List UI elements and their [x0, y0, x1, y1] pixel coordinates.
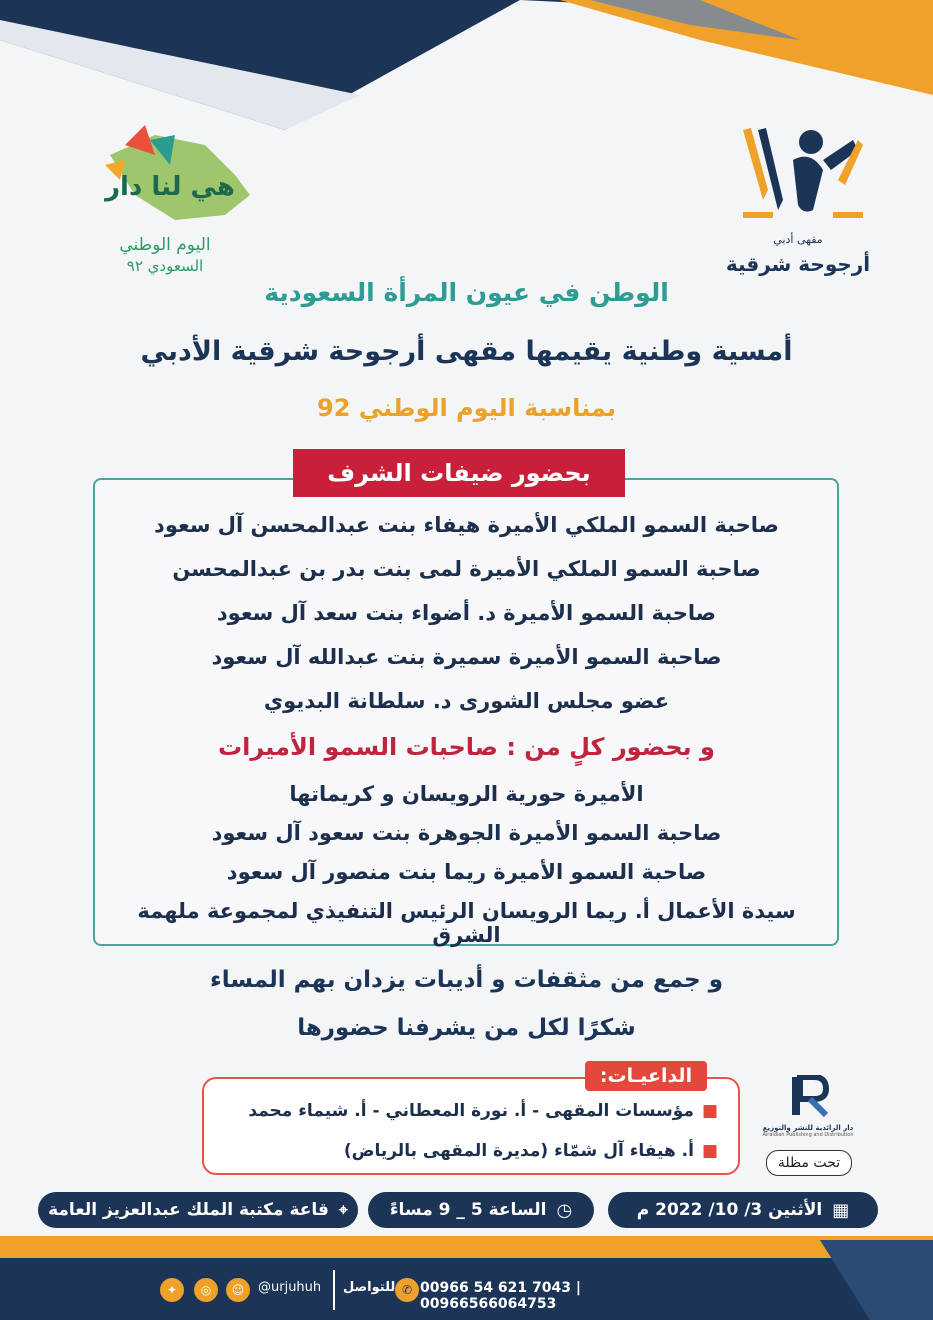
event-date: الأثنين 3/ 10/ 2022 م [636, 1200, 823, 1220]
guest-line: صاحبة السمو الملكي الأميرة هيفاء بنت عبدالمحسن آل سعود [154, 513, 779, 537]
publisher-name-en: Alraidiah Publishing and Distribution [762, 1132, 854, 1138]
event-location: قاعة مكتبة الملك عبدالعزيز العامة [48, 1200, 329, 1220]
heading-navy: أمسية وطنية يقيمها مقهى أرجوحة شرقية الأدبي [140, 336, 793, 367]
snapchat-icon[interactable]: ☺ [226, 1278, 250, 1302]
inviter-text: أ. هيفاء آل شمّاء (مديرة المقهى بالرياض) [343, 1141, 694, 1161]
social-handle: @urjuhuh [258, 1280, 322, 1295]
national-day-logo [85, 125, 265, 285]
princess-line: صاحبة السمو الأميرة الجوهرة بنت سعود آل سعود [211, 821, 722, 845]
guest-line: صاحبة السمو الأميرة د. أضواء بنت سعد آل سعود [216, 601, 717, 625]
top-decoration [0, 0, 933, 140]
national-day-line1: اليوم الوطني [119, 235, 211, 255]
date-pill [608, 1192, 878, 1228]
saudi-map-icon [85, 125, 265, 225]
inviter-item [344, 1141, 718, 1161]
phone-icon[interactable]: ✆ [395, 1278, 419, 1302]
footer-divider [333, 1270, 335, 1310]
instagram-icon[interactable]: ◎ [194, 1278, 218, 1302]
publisher-logo [762, 1075, 854, 1143]
footer-corner [780, 1240, 933, 1320]
cafe-logo [723, 120, 873, 290]
heading-gold: بمناسبة اليوم الوطني 92 [317, 394, 616, 422]
publisher-name: دار الرائدية للنشر والتوزيع [762, 1124, 854, 1132]
time-pill [368, 1192, 594, 1228]
guest-line: صاحبة السمو الملكي الأميرة لمى بنت بدر بن عبدالمحسن [172, 557, 761, 581]
cafe-subtitle: مقهى أدبي [773, 233, 823, 246]
bullet-icon: ■ [701, 1101, 718, 1121]
princess-line: الأميرة حورية الرويسان و كريماتها [289, 782, 644, 806]
publisher-r-icon [762, 1075, 854, 1120]
princess-line: صاحبة السمو الأميرة ريما بنت منصور آل سعود [226, 860, 707, 884]
national-day-slogan: هي لنا دار [105, 172, 235, 202]
bullet-icon: ■ [701, 1141, 718, 1161]
calendar-icon: ▦ [832, 1199, 850, 1221]
national-day-line2: السعودي ٩٢ [126, 257, 204, 275]
swing-logo-icon [723, 120, 873, 240]
location-pin-icon: ⌖ [338, 1200, 348, 1219]
princesses-subhead: و بحضور كلٍ من : صاحبات السمو الأميرات [218, 733, 715, 761]
twitter-icon[interactable]: ✦ [160, 1278, 184, 1302]
contact-phones: 00966 54 621 7043 | 00966566064753 [420, 1280, 581, 1312]
honor-banner: بحضور ضيفات الشرف [293, 449, 625, 497]
inviter-text: مؤسسات المقهى - أ. نورة المعطاني - أ. شيماء محمد [248, 1101, 694, 1121]
inviter-item [248, 1101, 718, 1121]
heading-teal: الوطن في عيون المرأة السعودية [264, 278, 669, 307]
closing-line-2: شكرًا لكل من يشرفنا حضورها [297, 1015, 636, 1041]
guest-line: عضو مجلس الشورى د. سلطانة البديوي [263, 689, 670, 713]
princess-line: سيدة الأعمال أ. ريما الرويسان الرئيس التنفيذي لمجموعة ملهمة الشرق [137, 899, 796, 947]
guest-line: صاحبة السمو الأميرة سميرة بنت عبدالله آل سعود [211, 645, 722, 669]
inviters-label: الداعيـات: [585, 1061, 707, 1091]
clock-icon: ◷ [556, 1199, 573, 1221]
location-pill [38, 1192, 358, 1228]
contact-label: للتواصل [343, 1280, 396, 1295]
closing-line-1: و جمع من مثقفات و أديبات يزدان بهم المساء [209, 967, 724, 993]
publisher-tag: تحت مظلة [766, 1150, 852, 1176]
event-time: الساعة 5 _ 9 مساءً [389, 1200, 547, 1220]
cafe-name: أرجوحة شرقية [725, 252, 871, 276]
